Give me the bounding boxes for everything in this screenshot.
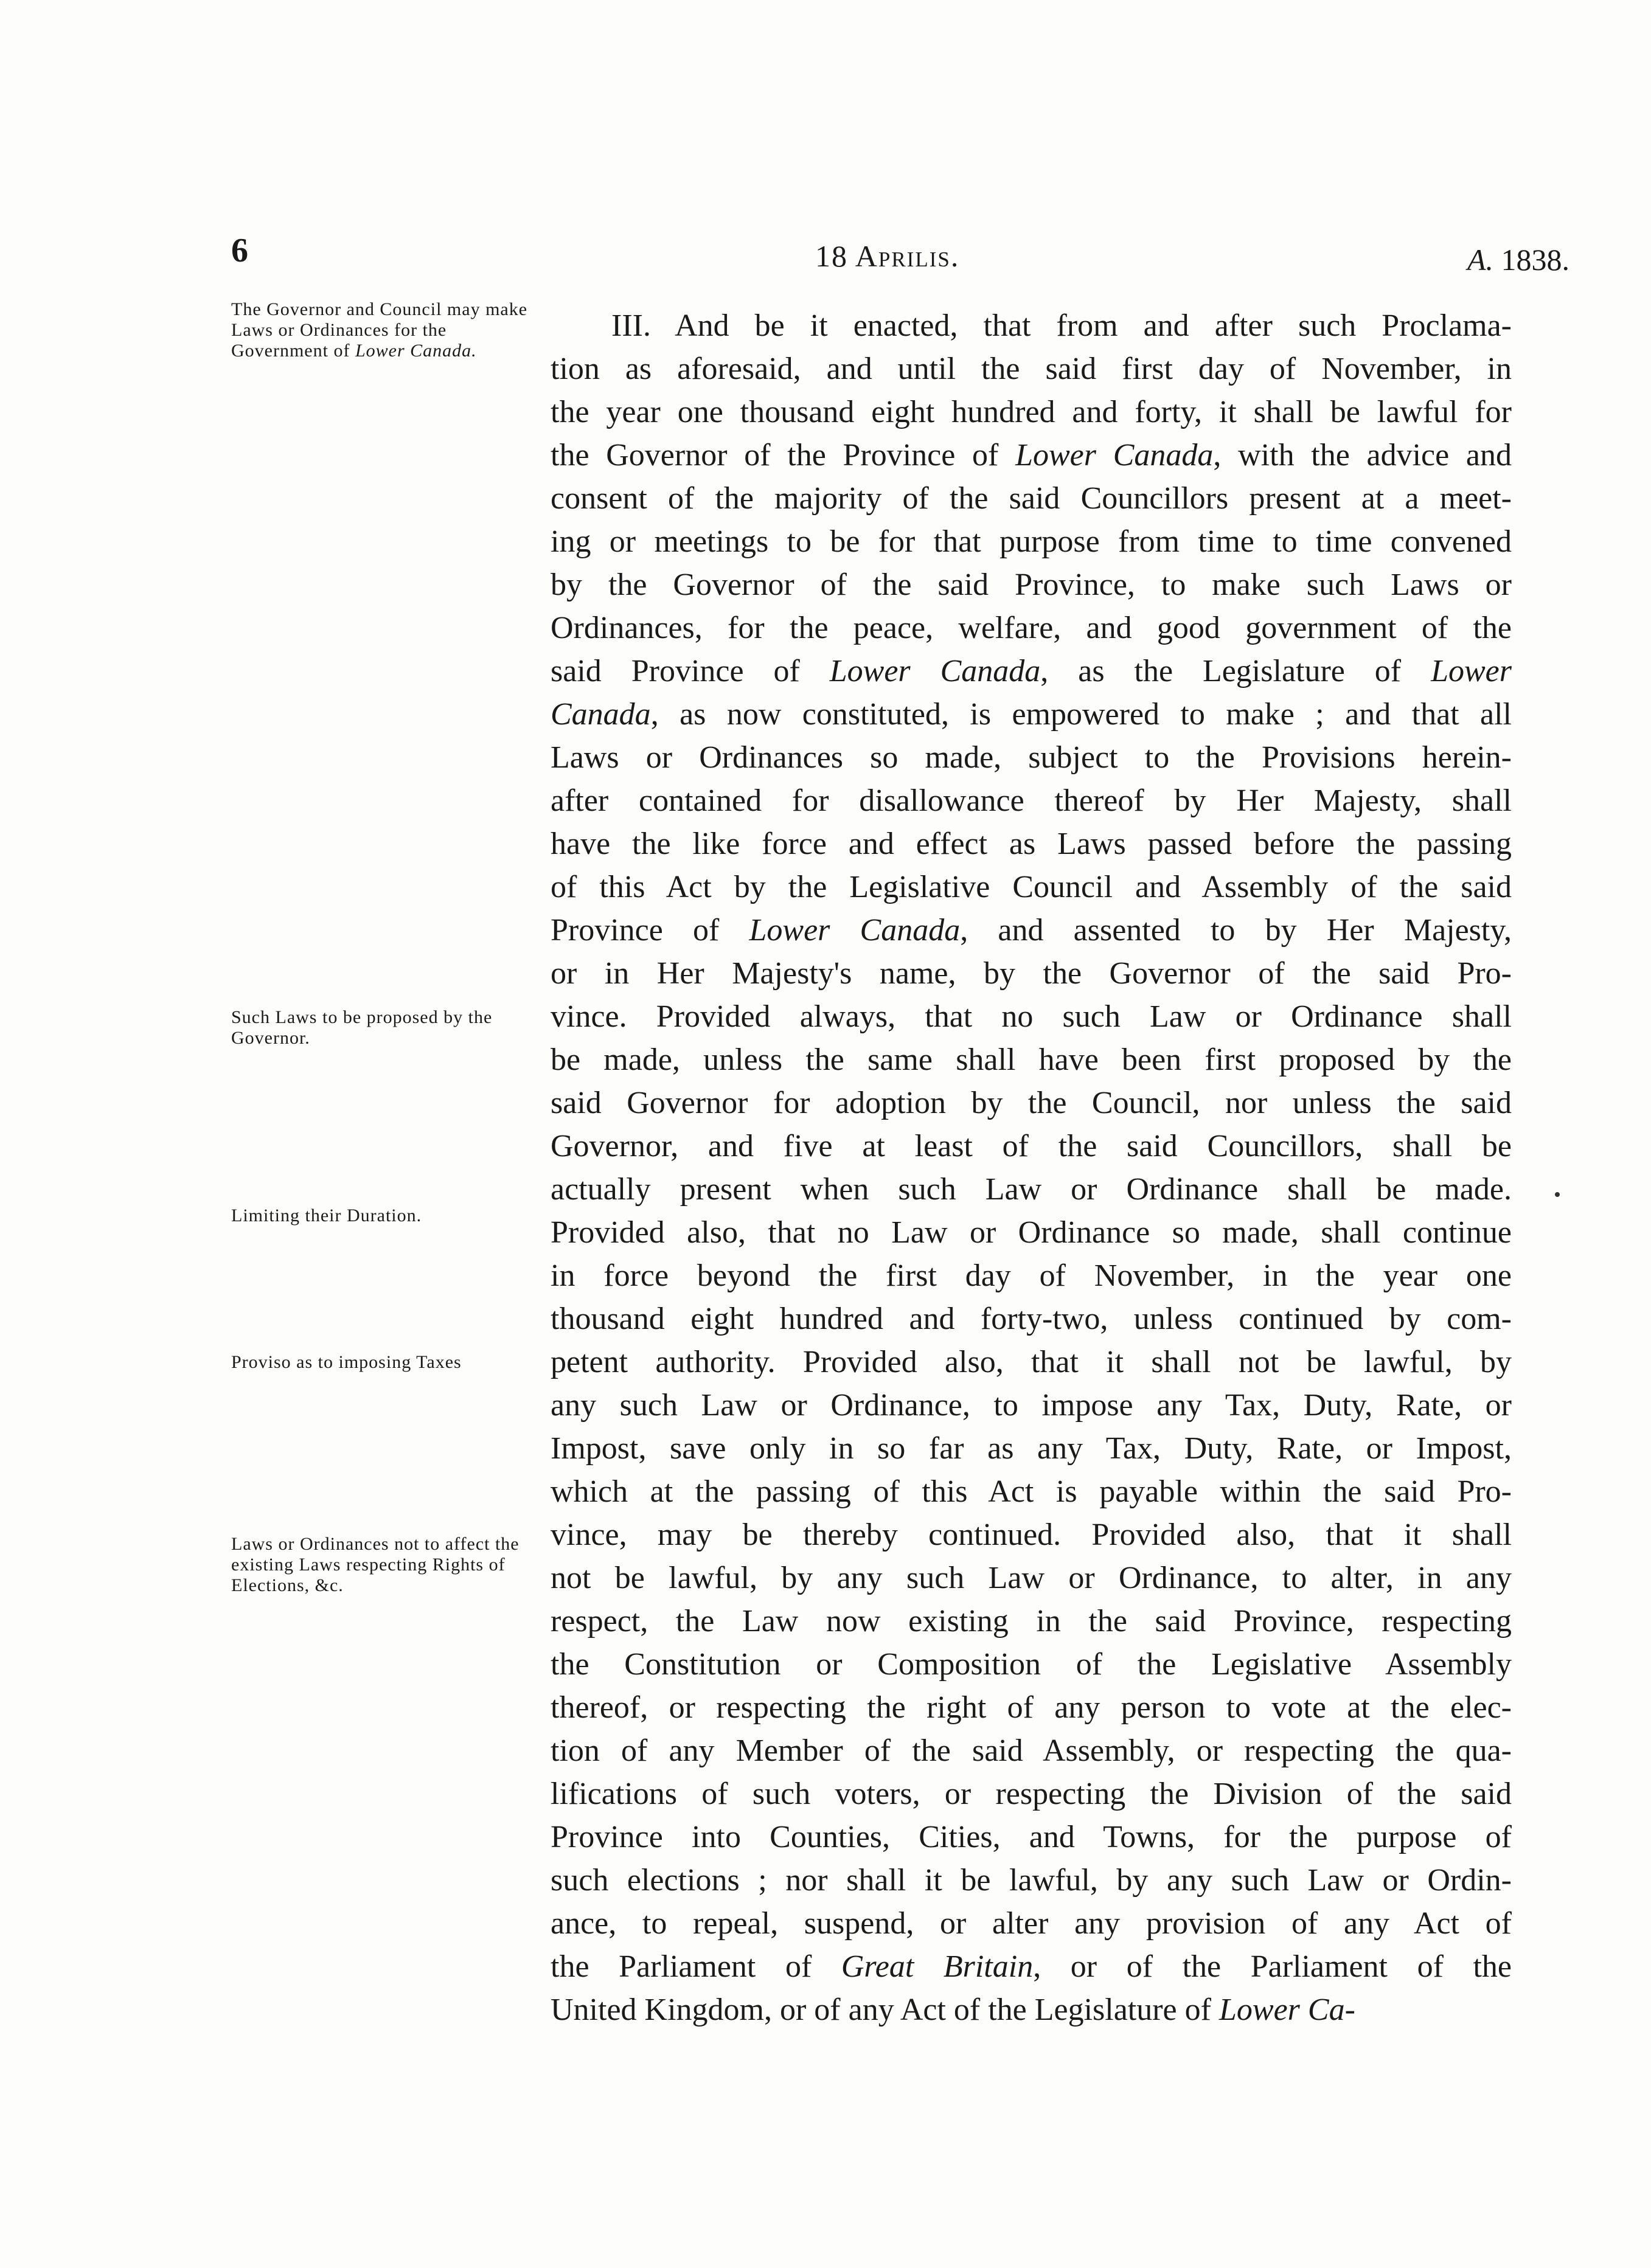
text-line — [551, 1945, 1512, 1988]
text-line: which at the passing of this Act is payable within the said Pro- — [551, 1474, 1512, 1509]
text-line: after contained for disallowance thereof by Her Majesty, shall — [551, 783, 1512, 818]
text-line: Ordinances, for the peace, welfare, and good government of the — [551, 611, 1512, 645]
running-head-year — [1467, 242, 1569, 277]
text-line: in force beyond the first day of November, in the year one — [551, 1258, 1512, 1293]
text-line: Governor, and five at least of the said Councillors, shall be — [551, 1129, 1512, 1163]
italic-run: Canada — [551, 697, 651, 732]
text-run: Province of — [551, 913, 749, 948]
text-line: of this Act by the Legislative Council and Assembly of the said — [551, 870, 1512, 904]
margin-note-election-laws: Laws or Ordinances not to affect the existing Laws respecting Rights of Elections, &c. — [231, 1534, 520, 1595]
text-line: any such Law or Ordinance, to impose any Tax, Duty, Rate, or — [551, 1388, 1512, 1423]
running-head-date: 18 Aprilis. — [815, 239, 960, 273]
text-line — [551, 693, 1512, 736]
italic-run: Lower Ca- — [1218, 1992, 1355, 2027]
text-line: have the like force and effect as Laws passed before the passing — [551, 827, 1512, 861]
text-line: tion as aforesaid, and until the said first day of November, in — [551, 352, 1512, 386]
text-line: the Constitution or Composition of the Legislative Assembly — [551, 1647, 1512, 1682]
body-text — [551, 304, 1512, 2031]
text-line: Province into Counties, Cities, and Towns, for the purpose of — [551, 1820, 1512, 1854]
italic-run: Lower Canada — [829, 654, 1041, 688]
italic-run: Lower Canada — [749, 913, 961, 948]
margin-note-limiting-duration: Limiting their Duration. — [231, 1205, 422, 1226]
text-line — [551, 1988, 1512, 2031]
text-line: Laws or Ordinances so made, subject to the Provisions herein- — [551, 740, 1512, 775]
text-line: thousand eight hundred and forty-two, unless continued by com- — [551, 1302, 1512, 1336]
text-line: ing or meetings to be for that purpose from time to time convened — [551, 524, 1512, 559]
text-line: the year one thousand eight hundred and forty, it shall be lawful for — [551, 395, 1512, 429]
text-line: Impost, save only in so far as any Tax, Duty, Rate, or Impost, — [551, 1431, 1512, 1466]
text-line: III. And be it enacted, that from and after such Proclama- — [611, 308, 1512, 343]
margin-note-italic: Lower Canada. — [355, 341, 477, 361]
text-line: such elections ; nor shall it be lawful, by any such Law or Ordin- — [551, 1863, 1512, 1898]
margin-note-proposed-by-governor: Such Laws to be proposed by the Governor. — [231, 1007, 493, 1048]
margin-note-governor-council — [231, 299, 547, 361]
text-line: thereof, or respecting the right of any person to vote at the elec- — [551, 1690, 1512, 1725]
margin-note-text: The Governor and Council may make Laws or Ordinances for the Government of — [231, 299, 528, 361]
text-line: not be lawful, by any such Law or Ordinance, to alter, in any — [551, 1561, 1512, 1595]
text-line — [551, 434, 1512, 477]
italic-run: Lower Canada — [1015, 438, 1214, 473]
text-run: United Kingdom, or of any Act of the Legislature of — [551, 1992, 1219, 2027]
text-line: said Governor for adoption by the Council, nor unless the said — [551, 1086, 1512, 1120]
text-line — [551, 650, 1512, 693]
italic-run: Lower — [1431, 654, 1512, 688]
text-line: respect, the Law now existing in the said Province, respecting — [551, 1604, 1512, 1639]
running-head — [231, 231, 1569, 280]
text-line: be made, unless the same shall have been first proposed by the — [551, 1042, 1512, 1077]
text-line: tion of any Member of the said Assembly, or respecting the qua- — [551, 1733, 1512, 1768]
page-number: 6 — [231, 232, 248, 269]
text-run: , as now constituted, is empowered to make ; and that all — [650, 697, 1512, 732]
text-run: the Governor of the Province of — [551, 438, 1016, 473]
year-prefix: A. — [1467, 243, 1493, 277]
text-run: , as the Legislature of — [1040, 654, 1431, 688]
text-run: the Parliament of — [551, 1949, 841, 1984]
text-line — [551, 909, 1512, 952]
text-line: petent authority. Provided also, that it shall not be lawful, by — [551, 1345, 1512, 1379]
italic-run: Great Britain — [841, 1949, 1034, 1984]
text-line: actually present when such Law or Ordinance shall be made. — [551, 1172, 1512, 1207]
margin-note-proviso-taxes: Proviso as to imposing Taxes — [231, 1352, 462, 1372]
text-run: said Province of — [551, 654, 830, 688]
margin-notes — [231, 292, 547, 1691]
text-line: Provided also, that no Law or Ordinance so made, shall continue — [551, 1215, 1512, 1250]
text-line: consent of the majority of the said Councillors present at a meet- — [551, 481, 1512, 516]
text-run: , with the advice and — [1213, 438, 1512, 473]
text-line: vince. Provided always, that no such Law or Ordinance shall — [551, 999, 1512, 1034]
text-line: by the Governor of the said Province, to make such Laws or — [551, 567, 1512, 602]
text-line: ance, to repeal, suspend, or alter any provision of any Act of — [551, 1906, 1512, 1941]
stray-print-mark — [1555, 1192, 1560, 1197]
text-line: lifications of such voters, or respecting the Division of the said — [551, 1777, 1512, 1811]
text-line: vince, may be thereby continued. Provided also, that it shall — [551, 1517, 1512, 1552]
text-run: , or of the Parliament of the — [1033, 1949, 1512, 1984]
text-run: , and assented to by Her Majesty, — [960, 913, 1512, 948]
year-value: 1838. — [1501, 243, 1569, 277]
text-line: or in Her Majesty's name, by the Governor of the said Pro- — [551, 956, 1512, 991]
